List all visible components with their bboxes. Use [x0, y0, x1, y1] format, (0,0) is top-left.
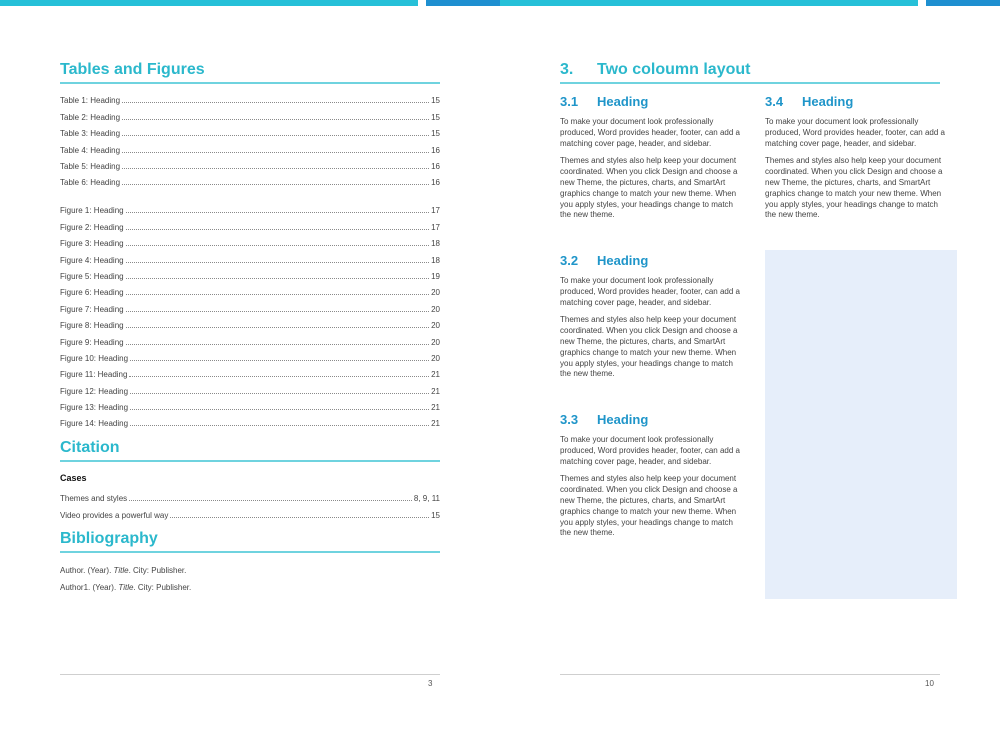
toc-entry-page: 21	[431, 386, 440, 396]
table-toc-entry[interactable]	[60, 171, 440, 187]
paragraph: To make your document look professionally produced, Word provides header, footer, can add a matching cover page, header, and sidebar.	[560, 117, 740, 148]
section-3-4-body	[765, 117, 945, 228]
bibliography-title: Bibliography	[60, 530, 158, 547]
toc-entry-page: 19	[431, 271, 440, 281]
bib-rest: . City: Publisher.	[133, 583, 192, 592]
section-3-2-heading	[560, 253, 648, 268]
dot-leader	[130, 360, 429, 361]
toc-entry-label: Table 3: Heading	[60, 129, 121, 139]
toc-entry-page: 16	[431, 178, 440, 188]
toc-entry-page: 18	[431, 239, 440, 249]
cases-list	[60, 487, 440, 520]
tables-figures-rule	[60, 82, 440, 84]
bib-author: Author. (Year).	[60, 566, 114, 575]
toc-entry-page: 21	[431, 370, 440, 380]
dot-leader	[126, 212, 430, 213]
dot-leader	[126, 344, 430, 345]
toc-entry-label: Figure 7: Heading	[60, 304, 124, 314]
citation-title: Citation	[60, 439, 120, 456]
citation-rule	[60, 460, 440, 462]
chapter-rule	[560, 82, 940, 84]
dot-leader	[122, 119, 429, 120]
toc-entry-label: Figure 12: Heading	[60, 386, 129, 396]
footer-rule-right	[560, 674, 940, 675]
paragraph: To make your document look professionally produced, Word provides header, footer, can add a matching cover page, header, and sidebar.	[560, 276, 740, 307]
dot-leader	[129, 376, 429, 377]
toc-entry-page: 8, 9, 11	[413, 494, 440, 504]
figure-toc-entry[interactable]	[60, 265, 440, 281]
dot-leader	[122, 102, 429, 103]
section-number: 3.1	[560, 94, 579, 109]
toc-entry-label: Themes and styles	[60, 494, 128, 504]
figure-toc-entry[interactable]	[60, 248, 440, 264]
dot-leader	[126, 262, 430, 263]
case-toc-entry[interactable]	[60, 487, 440, 503]
toc-entry-label: Figure 13: Heading	[60, 403, 129, 413]
toc-entry-label: Figure 1: Heading	[60, 206, 124, 216]
toc-entry-page: 20	[431, 353, 440, 363]
paragraph: Themes and styles also help keep your document coordinated. When you click Design and choose a new Theme, the pictures, charts, and SmartArt graphics change to match your new theme. When you apply styles, your headings change to match the new theme.	[765, 156, 943, 220]
section-heading-text: Heading	[597, 253, 649, 268]
figure-toc-entry[interactable]	[60, 396, 440, 412]
figure-toc-entry[interactable]	[60, 379, 440, 395]
section-3-3-body	[560, 435, 740, 546]
toc-entry-label: Table 5: Heading	[60, 161, 121, 171]
dot-leader	[126, 245, 430, 246]
toc-entry-label: Table 1: Heading	[60, 96, 121, 106]
section-3-2-body	[560, 276, 740, 387]
dot-leader	[122, 184, 429, 185]
toc-entry-page: 17	[431, 222, 440, 232]
dot-leader	[126, 311, 430, 312]
dot-leader	[122, 152, 429, 153]
toc-entry-page: 20	[431, 304, 440, 314]
toc-entry-label: Table 6: Heading	[60, 178, 121, 188]
toc-entry-page: 18	[431, 255, 440, 265]
case-toc-entry[interactable]	[60, 503, 440, 519]
toc-entry-page: 20	[431, 321, 440, 331]
bibliography-list	[60, 558, 440, 592]
page-number-right: 10	[925, 679, 934, 688]
toc-entry-page: 15	[431, 96, 440, 106]
figure-toc-entry[interactable]	[60, 330, 440, 346]
dot-leader	[130, 393, 429, 394]
right-page	[500, 0, 1000, 750]
table-toc-entry[interactable]	[60, 138, 440, 154]
toc-entry-label: Table 2: Heading	[60, 112, 121, 122]
toc-entry-page: 16	[431, 145, 440, 155]
toc-entry-page: 21	[431, 419, 440, 429]
toc-entry-page: 21	[431, 403, 440, 413]
table-toc-entry[interactable]	[60, 89, 440, 105]
dot-leader	[130, 409, 429, 410]
figure-toc-entry[interactable]	[60, 232, 440, 248]
paragraph: To make your document look professionally produced, Word provides header, footer, can add a matching cover page, header, and sidebar.	[560, 435, 740, 466]
section-3-4-heading	[765, 94, 853, 109]
figure-toc-entry[interactable]	[60, 199, 440, 215]
bib-title: Title	[118, 583, 134, 592]
dot-leader	[126, 327, 430, 328]
bibliography-entry	[60, 575, 440, 592]
cases-heading: Cases	[60, 473, 87, 483]
section-heading-text: Heading	[597, 412, 649, 427]
sidebar-box	[765, 250, 957, 599]
figure-toc-entry[interactable]	[60, 412, 440, 428]
dot-leader	[122, 135, 429, 136]
chapter-number: 3.	[560, 61, 574, 78]
figure-toc-entry[interactable]	[60, 347, 440, 363]
toc-entry-label: Figure 14: Heading	[60, 419, 129, 429]
bib-rest: . City: Publisher.	[128, 566, 187, 575]
figure-toc-entry[interactable]	[60, 363, 440, 379]
paragraph: Themes and styles also help keep your document coordinated. When you click Design and choose a new Theme, the pictures, charts, and SmartArt graphics change to match your new theme. When you apply styles, your headings change to match the new theme.	[560, 315, 738, 379]
section-heading-text: Heading	[597, 94, 649, 109]
section-number: 3.4	[765, 94, 784, 109]
tables-list	[60, 89, 440, 187]
toc-entry-label: Figure 9: Heading	[60, 337, 124, 347]
figure-toc-entry[interactable]	[60, 281, 440, 297]
toc-entry-label: Figure 2: Heading	[60, 222, 124, 232]
bib-author: Author1. (Year).	[60, 583, 119, 592]
bibliography-entry	[60, 558, 440, 575]
section-number: 3.3	[560, 412, 579, 427]
toc-entry-label: Table 4: Heading	[60, 145, 121, 155]
dot-leader	[126, 278, 430, 279]
dot-leader	[122, 168, 429, 169]
toc-entry-label: Figure 4: Heading	[60, 255, 124, 265]
dot-leader	[170, 517, 429, 518]
paragraph: To make your document look professionally produced, Word provides header, footer, can add a matching cover page, header, and sidebar.	[765, 117, 945, 148]
toc-entry-page: 17	[431, 206, 440, 216]
toc-entry-page: 15	[431, 112, 440, 122]
dot-leader	[129, 500, 412, 501]
bib-title: Title	[113, 566, 129, 575]
table-toc-entry[interactable]	[60, 122, 440, 138]
tables-figures-title: Tables and Figures	[60, 61, 205, 78]
toc-entry-page: 20	[431, 337, 440, 347]
toc-entry-label: Figure 8: Heading	[60, 321, 124, 331]
section-heading-text: Heading	[802, 94, 854, 109]
section-3-1-heading	[560, 94, 648, 109]
section-3-3-heading	[560, 412, 648, 427]
toc-entry-label: Figure 5: Heading	[60, 271, 124, 281]
dot-leader	[130, 425, 429, 426]
dot-leader	[126, 229, 430, 230]
figure-toc-entry[interactable]	[60, 215, 440, 231]
toc-entry-label: Figure 10: Heading	[60, 353, 129, 363]
section-3-1-body	[560, 117, 740, 228]
toc-entry-label: Figure 3: Heading	[60, 239, 124, 249]
figures-list	[60, 199, 440, 428]
paragraph: Themes and styles also help keep your document coordinated. When you click Design and choose a new Theme, the pictures, charts, and SmartArt graphics change to match your new theme. When you apply styles, your headings change to match the new theme.	[560, 156, 738, 220]
figure-toc-entry[interactable]	[60, 297, 440, 313]
toc-entry-page: 15	[431, 510, 440, 520]
section-number: 3.2	[560, 253, 579, 268]
table-toc-entry[interactable]	[60, 105, 440, 121]
bibliography-rule	[60, 551, 440, 553]
toc-entry-page: 20	[431, 288, 440, 298]
paragraph: Themes and styles also help keep your document coordinated. When you click Design and choose a new Theme, the pictures, charts, and SmartArt graphics change to match your new theme. When you apply styles, your headings change to match the new theme.	[560, 474, 738, 538]
toc-entry-page: 15	[431, 129, 440, 139]
footer-rule-left	[60, 674, 440, 675]
dot-leader	[126, 294, 430, 295]
chapter-title: Two coloumn layout	[597, 61, 751, 78]
toc-entry-label: Figure 6: Heading	[60, 288, 124, 298]
toc-entry-label: Video provides a powerful way	[60, 510, 169, 520]
figure-toc-entry[interactable]	[60, 314, 440, 330]
toc-entry-page: 16	[431, 161, 440, 171]
page-number-left: 3	[428, 679, 433, 688]
toc-entry-label: Figure 11: Heading	[60, 370, 128, 380]
table-toc-entry[interactable]	[60, 155, 440, 171]
